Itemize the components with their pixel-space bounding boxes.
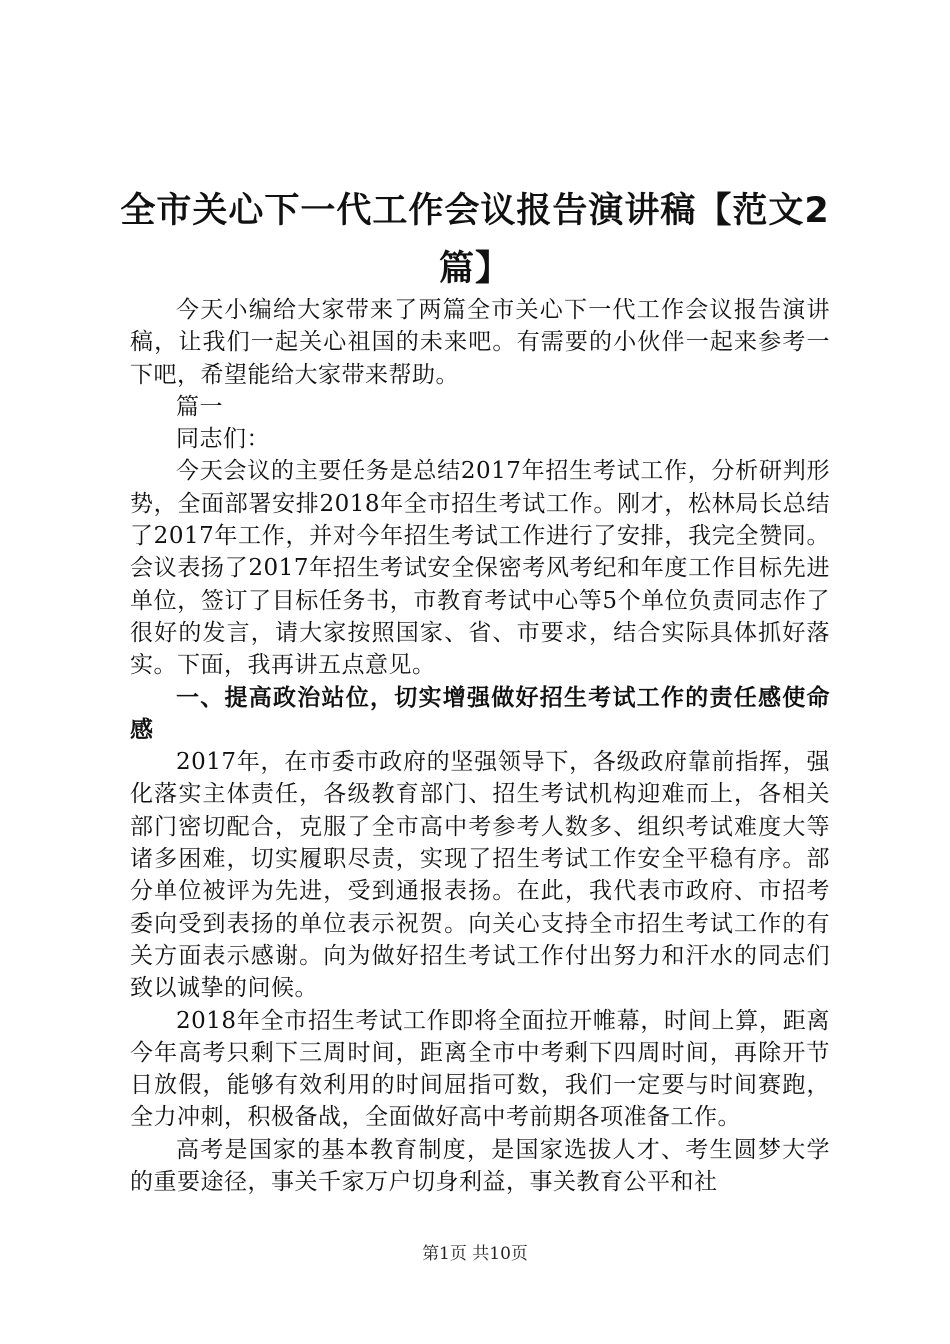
body-paragraph: 今天会议的主要任务是总结2017年招生考试工作，分析研判形势，全面部署安排2018年全市招生考试工作。刚才，松林局长总结了2017年工作，并对今年招生考试工作进行了安排，我完全赞同。会议表扬了2017年招生考试安全保密考风考纪和年度工作目标先进单位，签订了目标任务书，市教育考试中心等5个单位负责同志作了很好的发言，请大家按照国家、省、市要求，结合实际具体抓好落实。下面，我再讲五点意见。 <box>130 458 830 679</box>
section-heading: 一、提高政治站位，切实增强做好招生考试工作的责任感使命感 <box>130 684 830 743</box>
body-paragraph: 高考是国家的基本教育制度，是国家选拔人才、考生圆梦大学的重要途径，事关千家万户切身利益，事关教育公平和社 <box>130 1136 830 1196</box>
intro-paragraph: 今天小编给大家带来了两篇全市关心下一代工作会议报告演讲稿，让我们一起关心祖国的未来吧。有需要的小伙伴一起来参考一下吧，希望能给大家带来帮助。 <box>130 297 830 388</box>
document-body <box>130 294 830 1198</box>
section-label: 篇一 <box>176 393 223 420</box>
body-paragraph: 2017年，在市委市政府的坚强领导下，各级政府靠前指挥，强化落实主体责任，各级教育部门、招生考试机构迎难而上，各相关部门密切配合，克服了全市高中考参考人数多、组织考试难度大等诸多困难，切实履职尽责，实现了招生考试工作安全平稳有序。部分单位被评为先进，受到通报表扬。在此，我代表市政府、市招考委向受到表扬的单位表示祝贺。向关心支持全市招生考试工作的有关方面表示感谢。向为做好招生考试工作付出努力和汗水的同志们致以诚挚的问候。 <box>130 749 830 1002</box>
document-title: 全市关心下一代工作会议报告演讲稿【范文2篇】 <box>120 191 830 289</box>
body-paragraph: 2018年全市招生考试工作即将全面拉开帷幕，时间上算，距离今年高考只剩下三周时间，距离全市中考剩下四周时间，再除开节日放假，能够有效利用的时间屈指可数，我们一定要与时间赛跑，全力冲刺，积极备战，全面做好高中考前期各项准备工作。 <box>130 1007 830 1131</box>
salutation: 同志们： <box>176 426 270 453</box>
page-footer: 第1页 共10页 <box>422 1244 528 1264</box>
